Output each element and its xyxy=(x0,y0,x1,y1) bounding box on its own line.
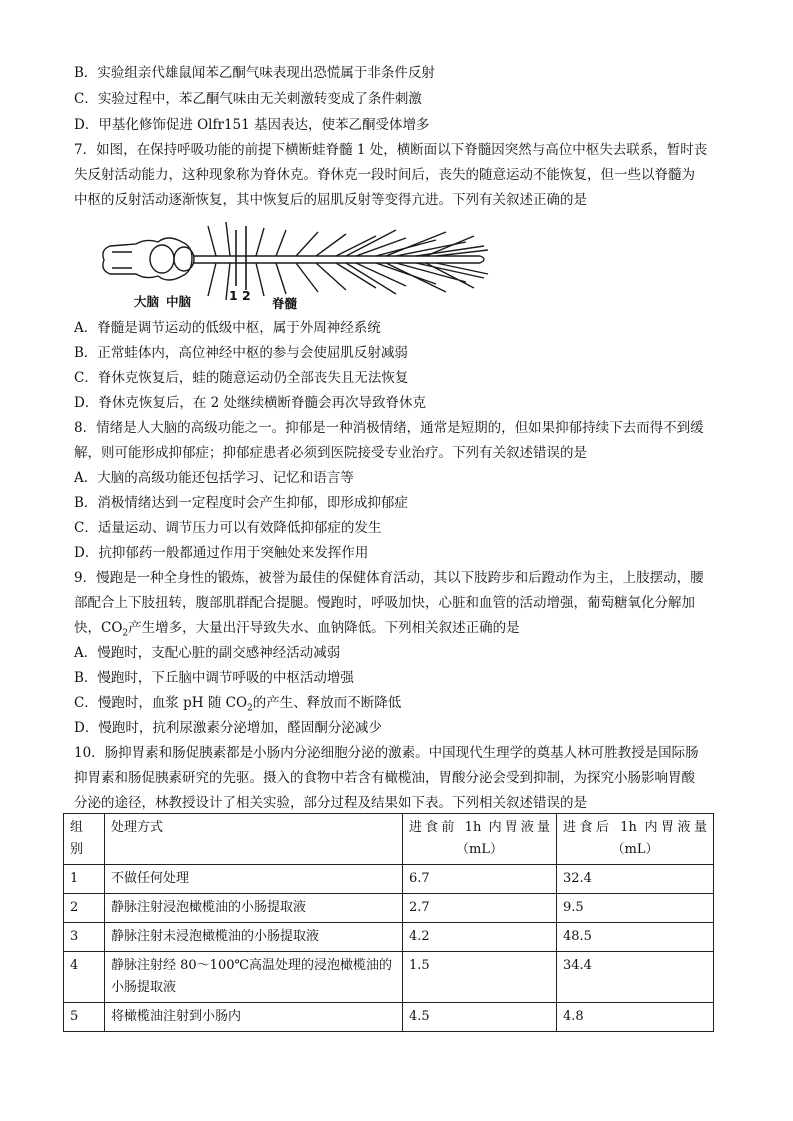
q9-option-c-text: 的产生、释放而不断降低 xyxy=(252,695,402,711)
header-after xyxy=(557,814,714,865)
label-spinal-cord: 脊髓 xyxy=(272,296,298,311)
cell-before: 4.2 xyxy=(403,923,557,952)
q9-option-a: A．慢跑时，支配心脏的副交感神经活动减弱 xyxy=(74,645,341,661)
label-cut-2: 2 xyxy=(242,288,251,303)
q7-stem-line: 7．如图，在保持呼吸功能的前提下横断蛙脊髓 1 处，横断面以下脊髓因突然与高位中枢失去联系，暂时丧 xyxy=(74,142,708,158)
q10-stem-line: 分泌的途径，林教授设计了相关实验，部分过程及结果如下表。下列相关叙述错误的是 xyxy=(74,795,587,811)
cell-before: 2.7 xyxy=(403,894,557,923)
table-header-row xyxy=(64,814,714,865)
cell-after: 4.8 xyxy=(557,1003,714,1032)
q9-stem-line: 9．慢跑是一种全身性的锻炼，被誉为最佳的保健体育活动，其以下肢跨步和后蹬动作为主，上肢摆动，腰 xyxy=(74,570,704,586)
cell-after: 32.4 xyxy=(557,865,714,894)
cell-method: 不做任何处理 xyxy=(105,865,403,894)
q8-stem-line: 8．情绪是人大脑的高级功能之一。抑郁是一种消极情绪，通常是短期的，但如果抑郁持续下去而得不到缓 xyxy=(74,420,704,436)
subscript: 2 xyxy=(122,628,129,639)
cell-method: 静脉注射未浸泡橄榄油的小肠提取液 xyxy=(105,923,403,952)
q8-option-b: B．消极情绪达到一定程度时会产生抑郁，即形成抑郁症 xyxy=(74,495,408,511)
option-b: B．实验组亲代雄鼠闻苯乙酮气味表现出恐慌属于非条件反射 xyxy=(74,65,435,81)
cell-after: 9.5 xyxy=(557,894,714,923)
cell-group: 5 xyxy=(64,1003,105,1032)
table-row xyxy=(64,894,714,923)
q9-option-c-text: C．慢跑时，血浆 pH 随 CO xyxy=(74,695,248,711)
label-cerebrum: 大脑 xyxy=(134,294,160,309)
header-group-line: 组 xyxy=(70,820,84,835)
label-midbrain: 中脑 xyxy=(166,294,192,309)
cell-after: 34.4 xyxy=(557,952,714,1003)
q8-option-c: C．适量运动、调节压力可以有效降低抑郁症的发生 xyxy=(74,520,382,536)
header-method xyxy=(105,814,403,865)
q9-option-c xyxy=(74,694,734,718)
table-row xyxy=(64,952,714,1003)
q9-stem-text: 快，CO xyxy=(74,620,123,636)
subscript: 2 xyxy=(247,703,253,714)
q9-option-b: B．慢跑时，下丘脑中调节呼吸的中枢活动增强 xyxy=(74,670,354,686)
header-after-unit: （mL） xyxy=(611,842,659,857)
cell-before: 4.5 xyxy=(403,1003,557,1032)
label-cut-1: 1 xyxy=(229,288,238,303)
cell-group: 1 xyxy=(64,865,105,894)
cell-before: 1.5 xyxy=(403,952,557,1003)
header-after-line: 进食后 1h 内胃液量 xyxy=(563,820,707,835)
q10-stem-line: 抑胃素和肠促胰素研究的先驱。摄入的食物中若含有橄榄油，胃酸分泌会受到抑制，为探究小肠影响胃酸 xyxy=(74,770,695,786)
q7-stem-line: 失反射活动能力，这种现象称为脊休克。脊休克一段时间后，丧失的随意运动不能恢复，但一些以脊髓为 xyxy=(74,167,695,183)
q9-stem-line xyxy=(74,619,734,643)
header-before-line: 进食前 1h 内胃液量 xyxy=(409,820,550,835)
q9-option-d: D．慢跑时，抗利尿激素分泌增加，醛固酮分泌减少 xyxy=(74,720,382,736)
q7-option-b: B．正常蛙体内，高位神经中枢的参与会使屈肌反射减弱 xyxy=(74,345,408,361)
cell-method: 将橄榄油注射到小肠内 xyxy=(105,1003,403,1032)
frog-nervous-system-figure xyxy=(96,216,496,314)
header-group-line: 别 xyxy=(70,842,84,857)
cell-group: 4 xyxy=(64,952,105,1003)
q8-option-a: A．大脑的高级功能还包括学习、记忆和语言等 xyxy=(74,470,354,486)
option-c: C．实验过程中，苯乙酮气味由无关刺激转变成了条件刺激 xyxy=(74,91,422,107)
header-method-text: 处理方式 xyxy=(111,820,164,835)
q7-option-a: A．脊髓是调节运动的低级中枢，属于外周神经系统 xyxy=(74,320,381,336)
q10-stem-line: 10．肠抑胃素和肠促胰素都是小肠内分泌细胞分泌的激素。中国现代生理学的奠基人林可胜教授是国际肠 xyxy=(74,745,699,761)
header-before xyxy=(403,814,557,865)
q8-stem-line: 解，则可能形成抑郁症；抑郁症患者必须到医院接受专业治疗。下列有关叙述错误的是 xyxy=(74,445,587,461)
table-row xyxy=(64,865,714,894)
cell-group: 2 xyxy=(64,894,105,923)
cell-method: 静脉注射经 80～100℃高温处理的浸泡橄榄油的小肠提取液 xyxy=(105,952,403,1003)
q7-option-d: D．脊休克恢复后，在 2 处继续横断脊髓会再次导致脊休克 xyxy=(74,395,426,411)
cell-before: 6.7 xyxy=(403,865,557,894)
q7-stem-line: 中枢的反射活动逐渐恢复，其中恢复后的屈肌反射等变得亢进。下列有关叙述正确的是 xyxy=(74,192,587,208)
table-row xyxy=(64,1003,714,1032)
option-d: D．甲基化修饰促进 Olfr151 基因表达，使苯乙酮受体增多 xyxy=(74,117,430,133)
q9-stem-line: 部配合上下肢扭转，腹部肌群配合提腿。慢跑时，呼吸加快，心脏和血管的活动增强，葡萄糖氧化分解加 xyxy=(74,595,695,611)
header-group xyxy=(64,814,105,865)
experiment-table xyxy=(63,813,714,1032)
q7-option-c: C．脊休克恢复后，蛙的随意运动仍全部丧失且无法恢复 xyxy=(74,370,409,386)
q9-stem-text: 产生增多，大量出汗导致失水、血钠降低。下列相关叙述正确的是 xyxy=(128,620,520,636)
q8-option-d: D．抗抑郁药一般都通过作用于突触处来发挥作用 xyxy=(74,545,369,561)
header-before-unit: （mL） xyxy=(456,842,503,857)
cell-after: 48.5 xyxy=(557,923,714,952)
cell-method: 静脉注射浸泡橄榄油的小肠提取液 xyxy=(105,894,403,923)
cell-group: 3 xyxy=(64,923,105,952)
table-row xyxy=(64,923,714,952)
